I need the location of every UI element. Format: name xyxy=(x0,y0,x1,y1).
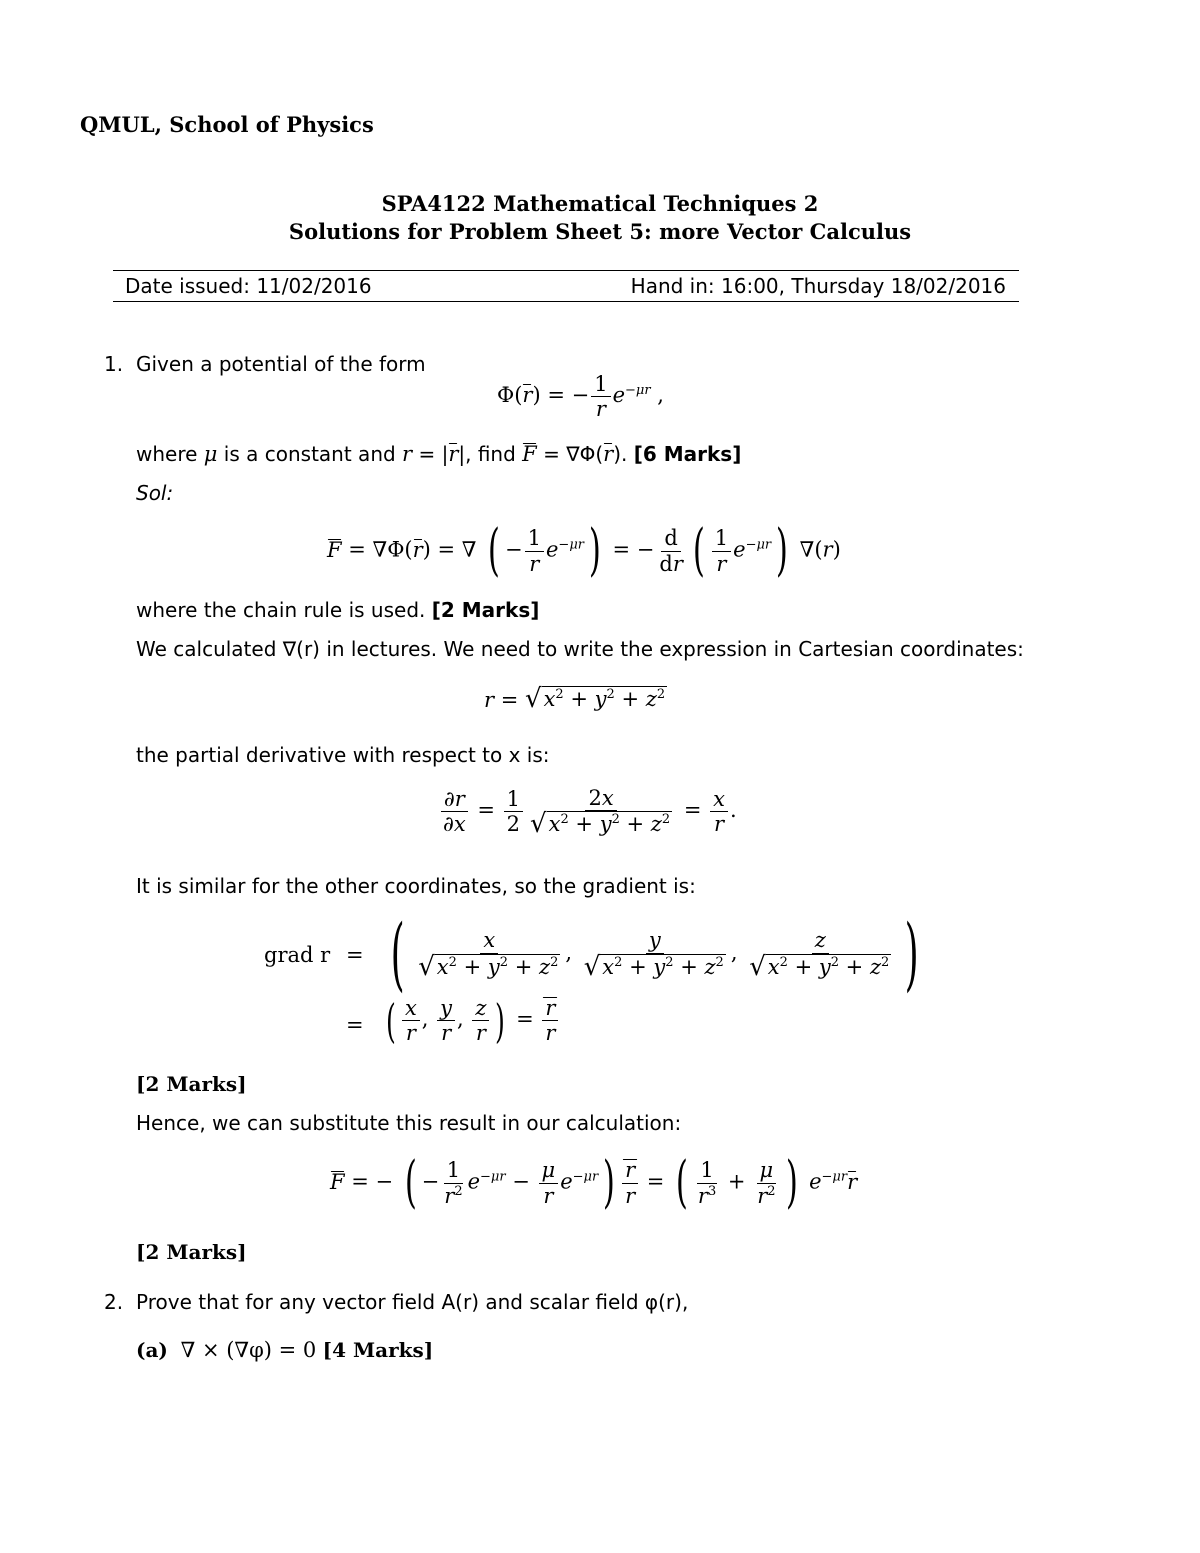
chain-rule-note: where the chain rule is used. [2 Marks] xyxy=(136,598,540,622)
part-a-expression: ∇ × (∇φ) = 0 xyxy=(180,1338,317,1362)
equals-sign-1: = xyxy=(346,943,364,967)
course-title: SPA4122 Mathematical Techniques 2 xyxy=(381,191,819,216)
marks-final: [2 Marks] xyxy=(136,1240,247,1264)
top-rule xyxy=(113,270,1019,271)
part-a-label: (a) xyxy=(136,1338,168,1362)
institution-heading: QMUL, School of Physics xyxy=(80,112,374,137)
equation-grad-row2: ( $\frac{x}{r}$ , $\frac{y}{r}$ , $\frac{z}{r}$ ) = $\frac{r}{r}$ xyxy=(382,996,560,1045)
grad-label: grad r xyxy=(264,943,331,967)
lectures-note: We calculated ∇(r) in lectures. We need to write the expression in Cartesian coordinates: xyxy=(136,637,1024,661)
equation-partial-derivative: $\frac{\partial r}{\partial x}$ = $\frac{1}{2}$ 2x √ $x^2 + y^2 + z^2$ = $\frac{x}{r}$ . xyxy=(438,786,737,837)
equation-force-final: F = − ( − $\frac{1}{r^2}$ $e^{-\mu r}$ − $\frac{\mu}{r}$ $e^{-\mu r}$) $\frac{r}{r}$ = ( $\frac{1}{r^3}$ + $\frac{\mu}{r^2}$ ) $e^{-\mu r}r$ xyxy=(330,1150,858,1215)
question-2-part-a xyxy=(136,1338,433,1362)
partial-intro: the partial derivative with respect to x is: xyxy=(136,743,550,767)
question-1-number: 1. xyxy=(104,352,124,376)
similar-note: It is similar for the other coordinates, so the gradient is: xyxy=(136,874,696,898)
equation-force-chain: F = ∇Φ(r) = ∇ ( − $\frac{1}{r}$ $e^{-\mu r}$) = − $\frac{d}{dr}$ ( $\frac{1}{r}$ $e^{-\mu r}$) ∇(r) xyxy=(327,518,841,583)
question-1-intro: Given a potential of the form xyxy=(136,352,426,376)
equation-r-cartesian: r = √ $x^2 + y^2 + z^2$ xyxy=(484,684,666,714)
date-issued: Date issued: 11/02/2016 xyxy=(125,274,372,298)
equation-potential: Φ(r) = − $\frac{1}{r}$ $e^{-\mu r}$ , xyxy=(497,372,664,422)
solution-label: Sol: xyxy=(136,481,174,505)
sheet-title: Solutions for Problem Sheet 5: more Vector Calculus xyxy=(288,219,912,244)
hand-in-date: Hand in: 16:00, Thursday 18/02/2016 xyxy=(630,274,1006,298)
hence-note: Hence, we can substitute this result in our calculation: xyxy=(136,1111,682,1135)
marks-grad: [2 Marks] xyxy=(136,1072,247,1096)
equals-sign-2: = xyxy=(346,1013,364,1037)
bottom-rule xyxy=(113,301,1019,302)
part-a-marks: [4 Marks] xyxy=(322,1338,434,1362)
question-2-number: 2. xyxy=(104,1290,124,1314)
question-1-statement: where μ is a constant and r = |r|, find F = ∇Φ(r). [6 Marks] xyxy=(136,442,742,466)
question-2-intro: Prove that for any vector field A(r) and scalar field φ(r), xyxy=(136,1290,689,1314)
equation-grad-row1: ( x √ $x^2 + y^2 + z^2$ , y √ $x^2 + y^2 + z^2$ , z √ $x^2 + y^2 + z^2$ ) xyxy=(390,907,919,1000)
